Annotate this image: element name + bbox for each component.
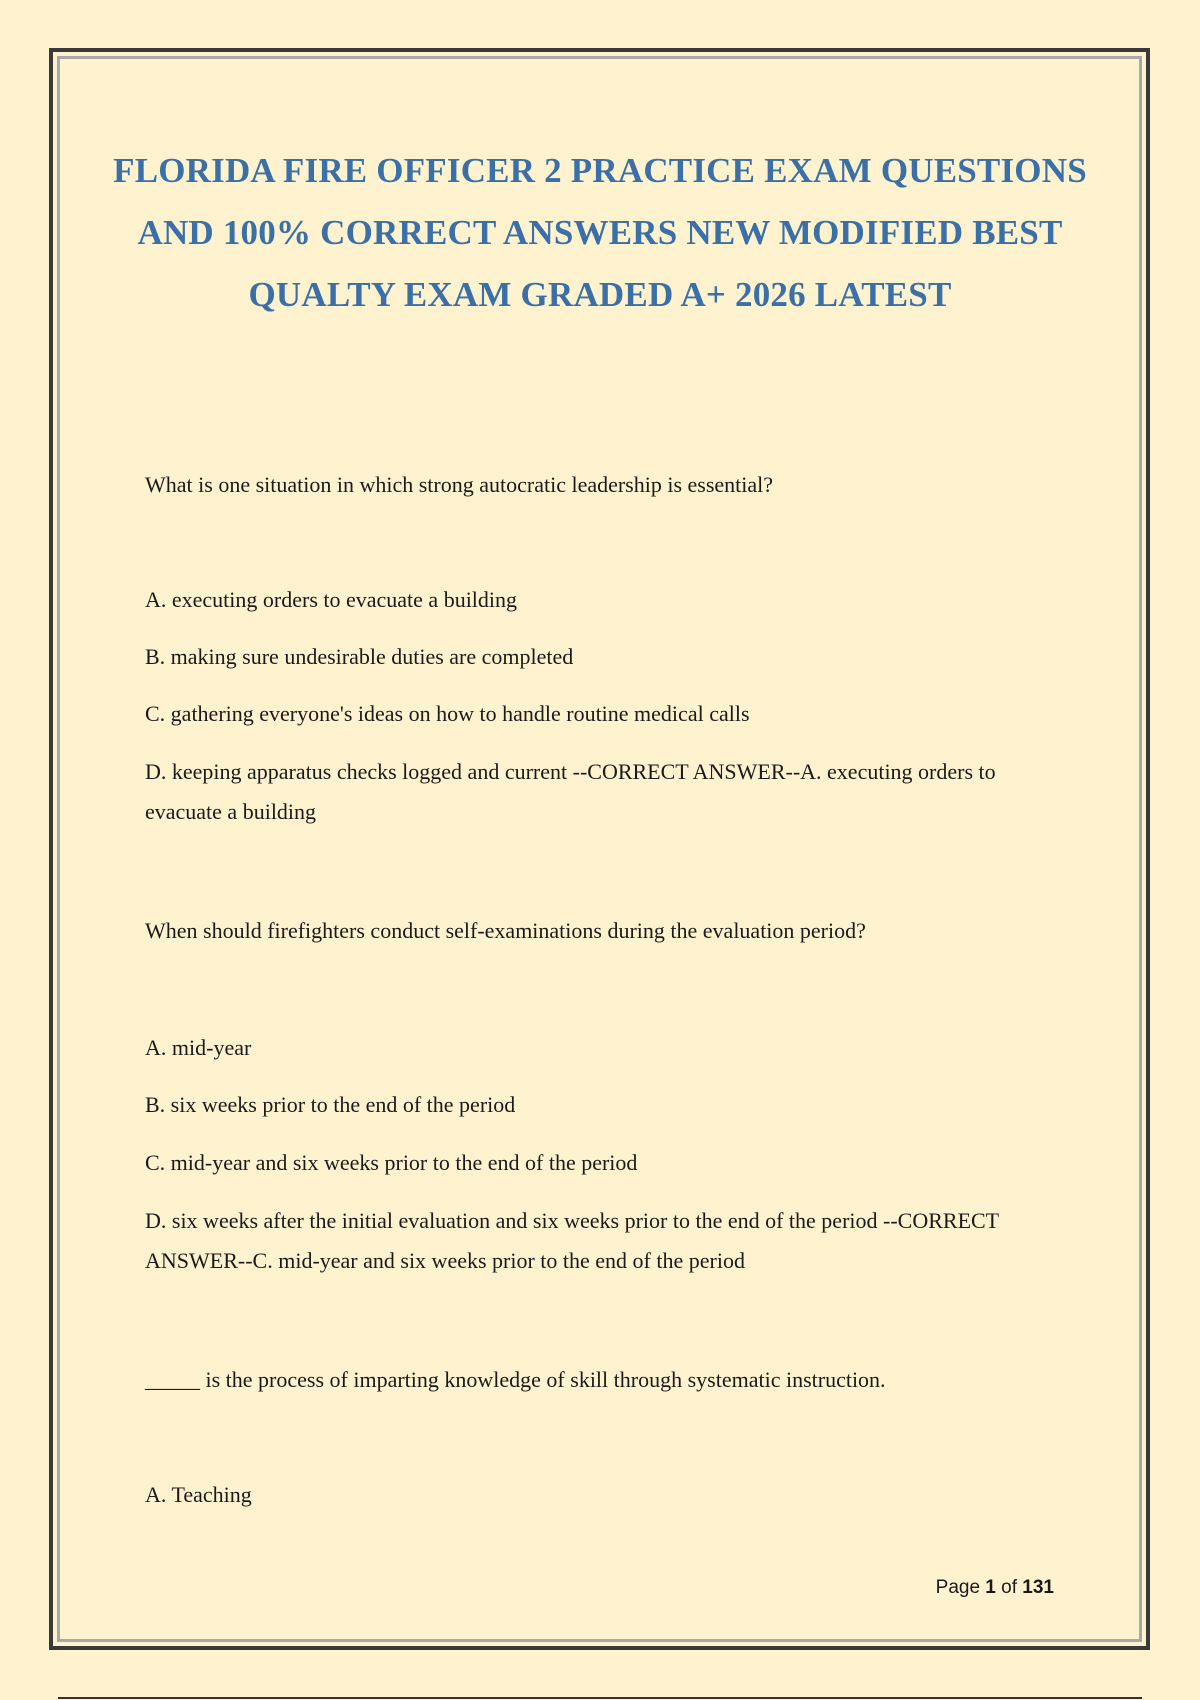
question-1-option-a: A. executing orders to evacuate a building — [145, 587, 518, 612]
page-number-prefix: Page — [935, 1577, 981, 1598]
question-2-option-b: B. six weeks prior to the end of the period — [145, 1092, 516, 1117]
question-2-option-d-with-answer: D. six weeks after the initial evaluation and six weeks prior to the end of the period --CORRECT ANSWER--C. mid-year and six weeks prior to the end of the period — [145, 1208, 999, 1273]
page-number — [936, 1577, 1054, 1599]
page-number-current: 1 — [985, 1577, 996, 1598]
question-2-option-a: A. mid-year — [145, 1035, 252, 1060]
question-1-option-d-with-answer: D. keeping apparatus checks logged and current --CORRECT ANSWER--A. executing orders to evacuate a building — [145, 759, 996, 824]
document-title: FLORIDA FIRE OFFICER 2 PRACTICE EXAM QUESTIONS AND 100% CORRECT ANSWERS NEW MODIFIED BEST QUALTY EXAM GRADED A+ 2026 LATEST — [113, 151, 1087, 314]
question-3-option-a: A. Teaching — [145, 1482, 252, 1507]
question-2-prompt: When should firefighters conduct self-examinations during the evaluation period? — [145, 918, 866, 943]
question-2-option-c: C. mid-year and six weeks prior to the end of the period — [145, 1150, 638, 1175]
question-1-prompt: What is one situation in which strong autocratic leadership is essential? — [145, 472, 774, 497]
question-1-option-c: C. gathering everyone's ideas on how to handle routine medical calls — [145, 701, 750, 726]
page-number-total: 131 — [1022, 1577, 1054, 1598]
page-number-of: of — [1001, 1577, 1018, 1598]
question-1-option-b: B. making sure undesirable duties are completed — [145, 644, 574, 669]
bottom-divider — [58, 1697, 1142, 1699]
question-3-prompt: _____ is the process of imparting knowledge of skill through systematic instruction. — [145, 1367, 886, 1392]
